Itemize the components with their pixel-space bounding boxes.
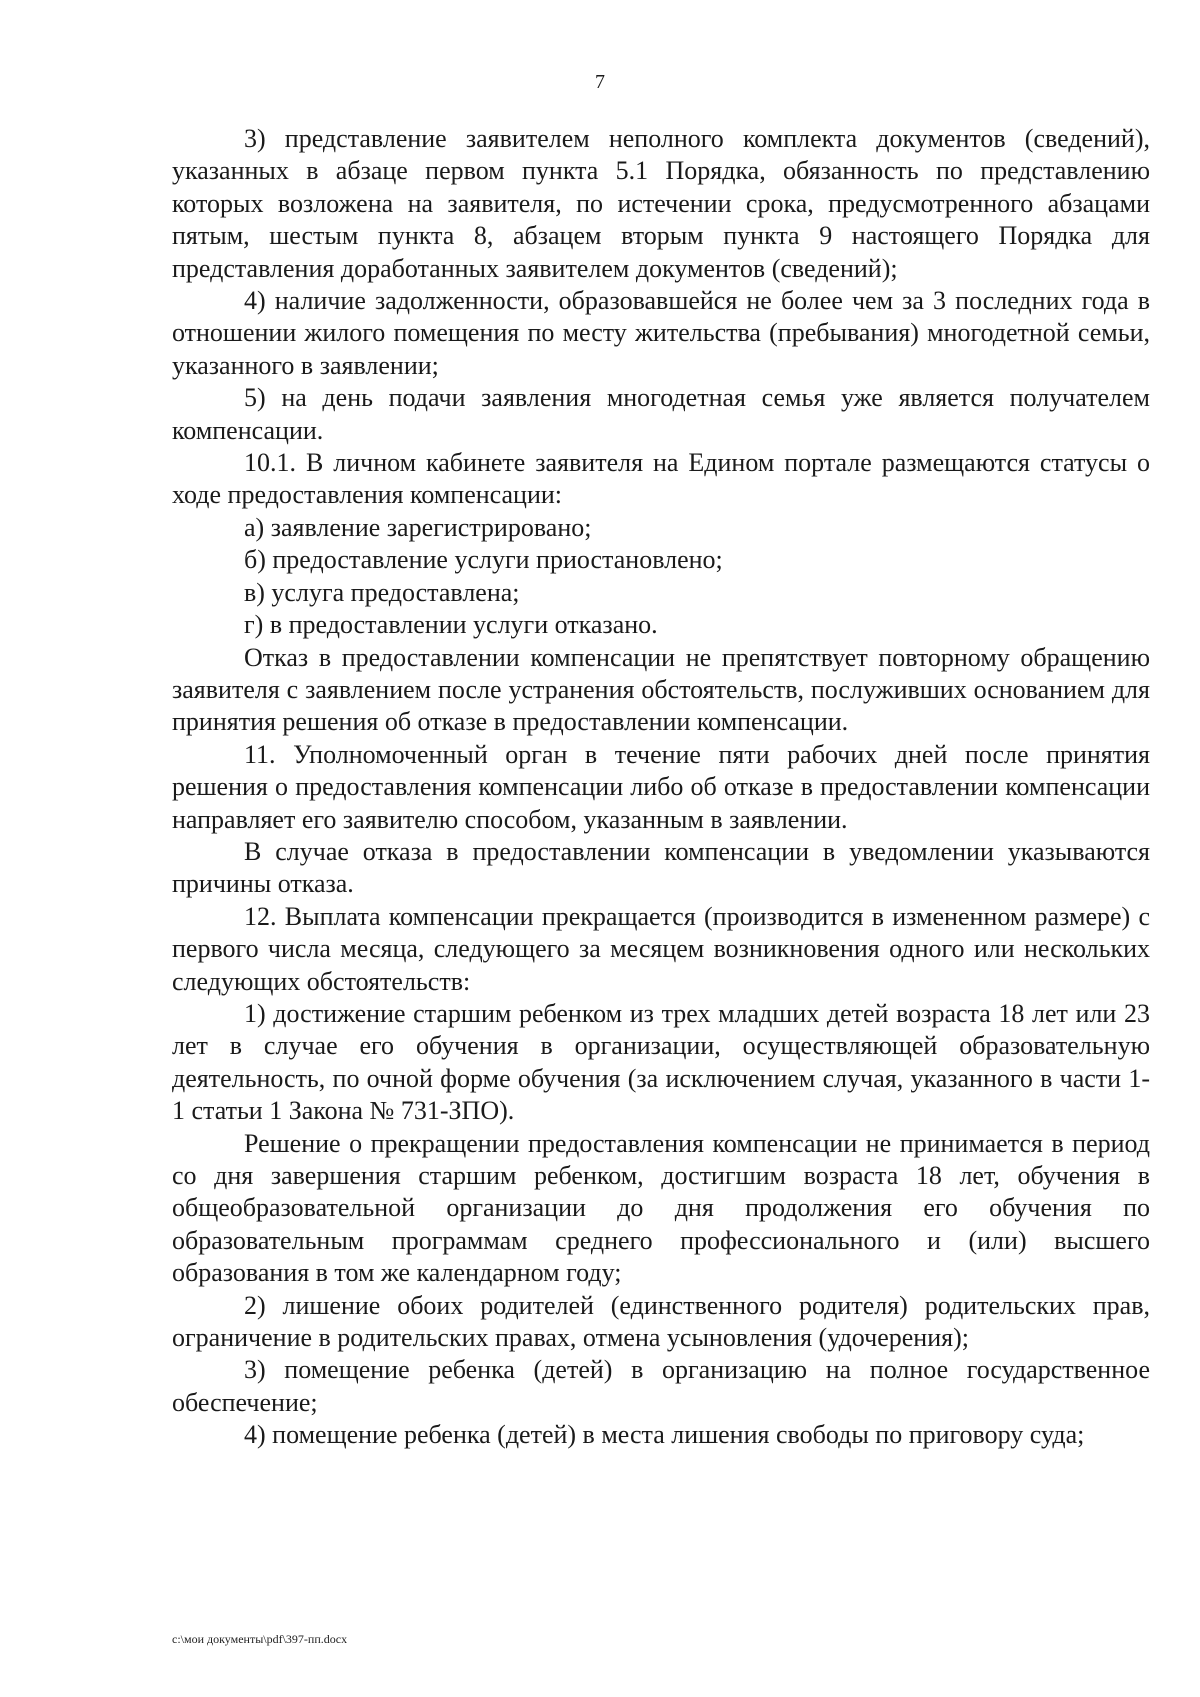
page-number: 7 (595, 71, 605, 93)
status-item-b: б) предоставление услуги приостановлено; (244, 545, 723, 575)
paragraph-refusal-no-obstacle: Отказ в предоставлении компенсации не препятствует повторному обращению заявителя с заявлением после устранения обстоятельств, послуживших основанием для принятия решения об отказе в предоставлении компенсации. (172, 642, 1150, 737)
paragraph-termination-exception: Решение о прекращении предоставления компенсации не принимается в период со дня завершения старшим ребенком, достигшим возраста 18 лет, обучения в общеобразовательной организации до дня продолжения его обучения по образовательным программам среднего профессионального и (или) высшего образования в том же календарном году; (172, 1128, 1150, 1288)
paragraph-termination-item-4: 4) помещение ребенка (детей) в места лишения свободы по приговору суда; (244, 1420, 1085, 1450)
paragraph-10-1-statuses: 10.1. В личном кабинете заявителя на Едином портале размещаются статусы о ходе предоставления компенсации: (172, 448, 1150, 510)
paragraph-termination-item-1: 1) достижение старшим ребенком из трех младших детей возраста 18 лет или 23 лет в случае его обучения в организации, осуществляющей образовательную деятельность, по очной форме обучения (за исключением случая, указанного в части 1-1 статьи 1 Закона № 731-ЗПО). (172, 998, 1150, 1126)
paragraph-refusal-reasons: В случае отказа в предоставлении компенсации в уведомлении указываются причины отказа. (172, 836, 1150, 899)
document-body (172, 123, 1150, 1452)
paragraph-item-3-incomplete-documents: 3) представление заявителем неполного комплекта документов (сведений), указанных в абзаце первом пункта 5.1 Порядка, обязанность по представлению которых возложена на заявителя, по истечении срока, предусмотренного абзацами пятым, шестым пункта 8, абзацем вторым пункта 9 настоящего Порядка для представления доработанных заявителем документов (сведений); (172, 124, 1150, 283)
status-item-g: г) в предоставлении услуги отказано. (244, 610, 658, 640)
paragraph-item-4-debt: 4) наличие задолженности, образовавшейся не более чем за 3 последних года в отношении жилого помещения по месту жительства (пребывания) многодетной семьи, указанного в заявлении; (172, 286, 1150, 380)
status-item-v: в) услуга предоставлена; (244, 577, 520, 607)
status-item-a: а) заявление зарегистрировано; (244, 512, 592, 542)
paragraph-11-decision-notice: 11. Уполномоченный орган в течение пяти рабочих дней после принятия решения о предоставления компенсации либо об отказе в предоставлении компенсации направляет его заявителю способом, указанным в заявлении. (172, 739, 1150, 834)
footer-file-path: c:\мои документы\pdf\397-пп.docx (172, 1632, 348, 1646)
paragraph-termination-item-2: 2) лишение обоих родителей (единственного родителя) родительских прав, ограничение в родительских правах, отмена усыновления (удочерения); (172, 1290, 1150, 1353)
paragraph-item-5-already-recipient: 5) на день подачи заявления многодетная семья уже является получателем компенсации. (172, 383, 1150, 445)
paragraph-termination-item-3: 3) помещение ребенка (детей) в организацию на полное государственное обеспечение; (172, 1355, 1150, 1417)
paragraph-12-payment-termination: 12. Выплата компенсации прекращается (производится в измененном размере) с первого числа месяца, следующего за месяцем возникновения одного или нескольких следующих обстоятельств: (172, 901, 1150, 996)
